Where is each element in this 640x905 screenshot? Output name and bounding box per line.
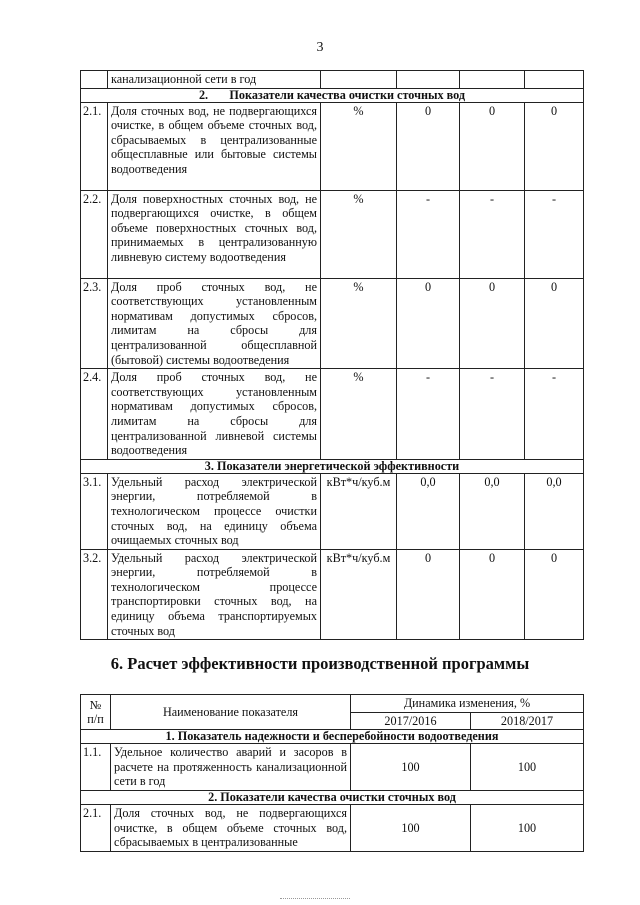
indicator-cell: Доля проб сточных вод, не соответствующих установленным нормативам допустимых сбросов, лимитам на сбросы для централизованной общесплавной (бытовой) системы водоотведения: [108, 278, 321, 369]
section-heading: 6. Расчет эффективности производственной программы: [110, 654, 530, 673]
col-header-period: 2018/2017: [471, 712, 584, 730]
indicator-cell: канализационной сети в год: [108, 71, 321, 89]
section-number: 2.: [198, 87, 209, 102]
table-row: [81, 549, 584, 640]
row-number: 2.4.: [81, 369, 108, 460]
row-number: 2.2.: [81, 190, 108, 278]
table-row: [81, 71, 584, 89]
value-cell: 100: [471, 804, 584, 851]
value-cell: 0: [397, 102, 460, 190]
value-cell: -: [397, 190, 460, 278]
value-cell: -: [525, 369, 584, 460]
row-number: 1.1.: [81, 744, 111, 791]
unit-cell: %: [321, 102, 397, 190]
indicator-cell: Удельный расход электрической энергии, потребляемой в технологическом процессе очистки сточных вод, на единицу объема очищаемых сточных вод: [108, 473, 321, 549]
row-number: 2.1.: [81, 804, 111, 851]
indicator-cell: Удельное количество аварий и засоров в расчете на протяженность канализационной сети в год: [111, 744, 351, 791]
value-cell: -: [525, 190, 584, 278]
value-cell: 100: [471, 744, 584, 791]
section-title: 1. Показатель надежности и бесперебойности водоотведения: [81, 730, 584, 744]
efficiency-table: [80, 694, 584, 852]
section-header: [81, 790, 584, 804]
table-row: [81, 473, 584, 549]
col-header-name: Наименование показателя: [111, 695, 351, 730]
section-header: [81, 730, 584, 744]
table-row: [81, 744, 584, 791]
row-number: 3.2.: [81, 549, 108, 640]
indicator-cell: Удельный расход электрической энергии, потребляемой в технологическом процессе транспортировки сточных вод, на единицу объема транспортируемых сточных вод: [108, 549, 321, 640]
table-row: [81, 804, 584, 851]
value-cell: 0,0: [460, 473, 525, 549]
col-header-number: № п/п: [81, 695, 111, 730]
value-cell: 0: [525, 549, 584, 640]
indicator-cell: Доля поверхностных сточных вод, не подвергающихся очистке, в общем объеме поверхностных сточных вод, принимаемых в централизованную ливневую систему водоотведения: [108, 190, 321, 278]
section-title: 2. Показатели качества очистки сточных вод: [81, 790, 584, 804]
scan-artifact: [280, 898, 350, 902]
unit-cell: %: [321, 369, 397, 460]
row-number: 3.1.: [81, 473, 108, 549]
indicator-cell: Доля сточных вод, не подвергающихся очистке, в общем объеме сточных вод, сбрасываемых в централизованные общесплавные или бытовые системы водоотведения: [108, 102, 321, 190]
value-cell: 0: [525, 102, 584, 190]
unit-cell: кВт*ч/куб.м: [321, 473, 397, 549]
value-cell: 0: [460, 278, 525, 369]
section-header: [81, 459, 584, 473]
indicators-table: [80, 70, 584, 640]
row-number: 2.1.: [81, 102, 108, 190]
table-row: [81, 190, 584, 278]
value-cell: 100: [351, 744, 471, 791]
value-cell: -: [460, 369, 525, 460]
section-title: Показатели качества очистки сточных вод: [229, 87, 466, 102]
unit-cell: %: [321, 190, 397, 278]
table-header-row: [81, 695, 584, 713]
value-cell: -: [460, 190, 525, 278]
value-cell: 0: [460, 102, 525, 190]
section-header: [81, 88, 584, 102]
indicator-cell: Доля проб сточных вод, не соответствующих установленным нормативам допустимых сбросов, лимитам на сбросы для централизованной ливневой системы водоотведения: [108, 369, 321, 460]
value-cell: 0: [460, 549, 525, 640]
col-header-dynamics: Динамика изменения, %: [351, 695, 584, 713]
value-cell: 0: [525, 278, 584, 369]
value-cell: 100: [351, 804, 471, 851]
unit-cell: %: [321, 278, 397, 369]
table-row: [81, 102, 584, 190]
value-cell: -: [397, 369, 460, 460]
table-row: [81, 278, 584, 369]
value-cell: 0,0: [397, 473, 460, 549]
col-header-period: 2017/2016: [351, 712, 471, 730]
value-cell: 0: [397, 549, 460, 640]
table-row: [81, 369, 584, 460]
section-title: 3. Показатели энергетической эффективности: [81, 459, 584, 473]
value-cell: 0: [397, 278, 460, 369]
value-cell: 0,0: [525, 473, 584, 549]
unit-cell: кВт*ч/куб.м: [321, 549, 397, 640]
row-number: 2.3.: [81, 278, 108, 369]
page-number: 3: [316, 40, 324, 55]
indicator-cell: Доля сточных вод, не подвергающихся очистке, в общем объеме сточных вод, сбрасываемых в централизованные: [111, 804, 351, 851]
